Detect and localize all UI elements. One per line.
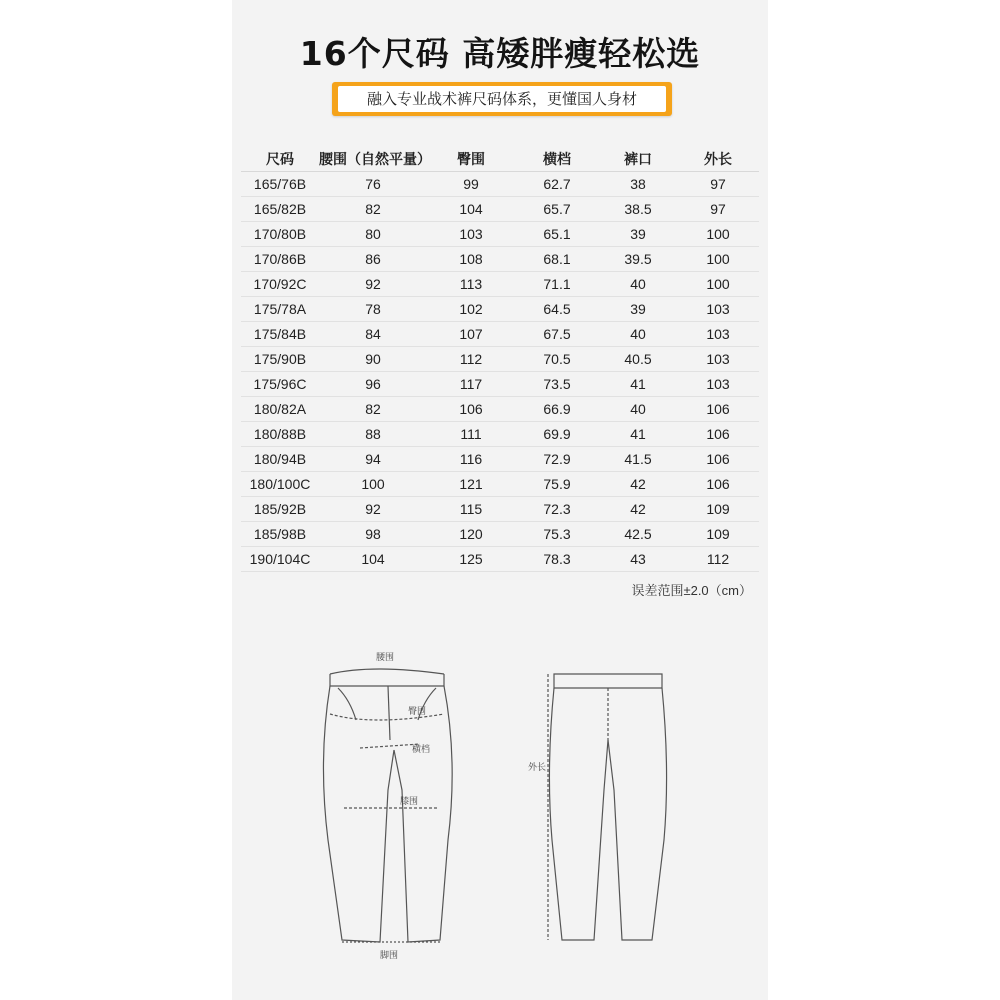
table-cell: 100 [319,472,427,497]
table-cell: 72.9 [515,447,599,472]
back-right-leg [608,688,667,940]
table-cell: 103 [677,297,759,322]
table-row [241,222,759,247]
table-cell: 100 [677,247,759,272]
table-cell: 40.5 [599,347,677,372]
table-cell: 66.9 [515,397,599,422]
column-header: 臀围 [427,146,515,172]
table-cell: 185/92B [241,497,319,522]
table-row [241,297,759,322]
table-cell: 170/86B [241,247,319,272]
hem-label: 脚围 [380,951,399,961]
table-row [241,347,759,372]
table-cell: 102 [427,297,515,322]
table-header-row [241,146,759,172]
table-cell: 112 [427,347,515,372]
hip-line [330,714,444,720]
table-cell: 39.5 [599,247,677,272]
table-row [241,172,759,197]
table-cell: 103 [677,347,759,372]
table-cell: 71.1 [515,272,599,297]
table-cell: 40 [599,397,677,422]
outseam-label: 外长 [528,763,547,773]
table-cell: 121 [427,472,515,497]
table-cell: 39 [599,222,677,247]
table-cell: 90 [319,347,427,372]
subtitle-banner [332,82,672,116]
table-cell: 41 [599,422,677,447]
fly-line [388,686,390,740]
table-row [241,497,759,522]
table-cell: 185/98B [241,522,319,547]
table-cell: 41.5 [599,447,677,472]
table-cell: 75.9 [515,472,599,497]
table-cell: 125 [427,547,515,572]
table-row [241,197,759,222]
column-header: 尺码 [241,146,319,172]
crotch-label: 横档 [412,745,431,755]
waistband [330,674,444,686]
table-cell: 175/84B [241,322,319,347]
table-cell: 108 [427,247,515,272]
table-cell: 103 [677,372,759,397]
table-cell: 115 [427,497,515,522]
table-row [241,547,759,572]
column-header: 外长 [677,146,759,172]
size-chart-panel [232,0,768,1000]
table-cell: 88 [319,422,427,447]
table-cell: 165/76B [241,172,319,197]
table-cell: 104 [319,547,427,572]
table-cell: 43 [599,547,677,572]
table-cell: 82 [319,397,427,422]
table-cell: 62.7 [515,172,599,197]
left-pocket [338,688,356,720]
table-row [241,422,759,447]
table-cell: 180/100C [241,472,319,497]
table-cell: 107 [427,322,515,347]
table-cell: 70.5 [515,347,599,372]
table-cell: 86 [319,247,427,272]
table-cell: 76 [319,172,427,197]
table-row [241,247,759,272]
table-cell: 99 [427,172,515,197]
table-cell: 40 [599,322,677,347]
table-cell: 40 [599,272,677,297]
knee-label: 膝围 [400,797,419,807]
table-cell: 180/82A [241,397,319,422]
table-cell: 190/104C [241,547,319,572]
crotch-line [360,744,420,748]
table-cell: 175/90B [241,347,319,372]
table-cell: 175/78A [241,297,319,322]
table-cell: 100 [677,222,759,247]
table-cell: 65.7 [515,197,599,222]
table-cell: 92 [319,497,427,522]
tolerance-note: 误差范围±2.0（cm） [631,583,752,598]
table-cell: 69.9 [515,422,599,447]
table-cell: 106 [677,397,759,422]
column-header: 裤口 [599,146,677,172]
size-table [241,146,759,572]
table-cell: 112 [677,547,759,572]
table-cell: 64.5 [515,297,599,322]
table-cell: 97 [677,172,759,197]
table-cell: 113 [427,272,515,297]
table-cell: 109 [677,497,759,522]
table-cell: 106 [677,472,759,497]
table-cell: 41 [599,372,677,397]
table-cell: 106 [677,422,759,447]
table-row [241,397,759,422]
front-right-leg [394,686,452,942]
table-cell: 116 [427,447,515,472]
table-cell: 103 [427,222,515,247]
table-row [241,372,759,397]
table-cell: 165/82B [241,197,319,222]
table-cell: 42 [599,472,677,497]
table-row [241,522,759,547]
table-cell: 170/80B [241,222,319,247]
back-left-leg [549,688,608,940]
table-cell: 72.3 [515,497,599,522]
table-cell: 180/88B [241,422,319,447]
table-cell: 73.5 [515,372,599,397]
hip-label: 臀围 [408,707,427,717]
front-left-leg [323,686,394,942]
subtitle-text: 融入专业战术裤尺码体系，更懂国人身材 [338,86,666,112]
table-cell: 38 [599,172,677,197]
table-cell: 117 [427,372,515,397]
table-cell: 170/92C [241,272,319,297]
table-cell: 78.3 [515,547,599,572]
table-cell: 75.3 [515,522,599,547]
waist-label: 腰围 [376,653,395,663]
table-cell: 106 [427,397,515,422]
size-table-body [241,172,759,572]
table-cell: 103 [677,322,759,347]
table-cell: 104 [427,197,515,222]
table-cell: 92 [319,272,427,297]
column-header: 横档 [515,146,599,172]
table-cell: 65.1 [515,222,599,247]
table-cell: 109 [677,522,759,547]
table-cell: 84 [319,322,427,347]
table-cell: 120 [427,522,515,547]
table-cell: 94 [319,447,427,472]
waistband-top-line [330,669,444,674]
table-cell: 67.5 [515,322,599,347]
table-row [241,472,759,497]
table-cell: 100 [677,272,759,297]
table-cell: 97 [677,197,759,222]
table-cell: 68.1 [515,247,599,272]
table-cell: 180/94B [241,447,319,472]
column-header: 腰围（自然平量） [319,146,427,172]
table-row [241,447,759,472]
table-cell: 106 [677,447,759,472]
table-cell: 39 [599,297,677,322]
table-cell: 98 [319,522,427,547]
pants-diagram [232,640,768,970]
table-cell: 82 [319,197,427,222]
table-cell: 38.5 [599,197,677,222]
table-cell: 175/96C [241,372,319,397]
back-waistband [554,674,662,688]
table-cell: 96 [319,372,427,397]
page-title: 16个尺码 高矮胖瘦轻松选 [299,34,701,73]
table-cell: 111 [427,422,515,447]
table-cell: 78 [319,297,427,322]
table-row [241,322,759,347]
table-cell: 42.5 [599,522,677,547]
table-cell: 80 [319,222,427,247]
table-row [241,272,759,297]
table-cell: 42 [599,497,677,522]
